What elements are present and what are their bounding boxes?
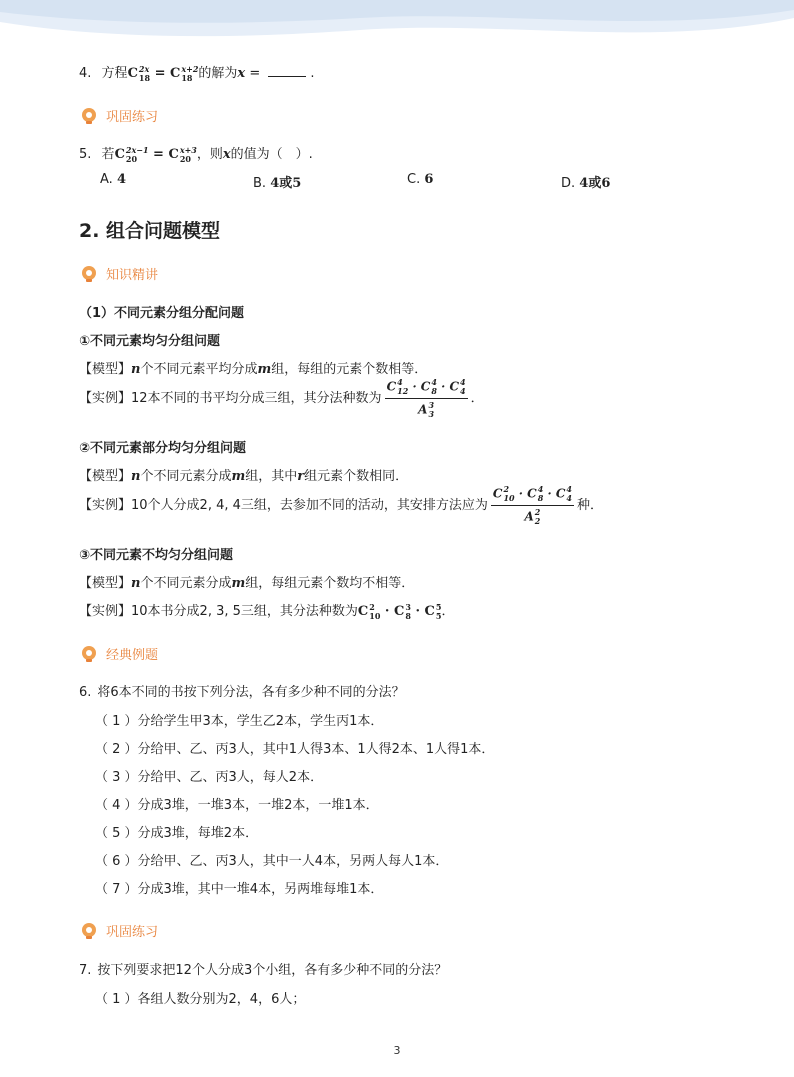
case2-example: 【实例】10个人分成2, 4, 4三组，去参加不同的活动，其安排方法应为 C 2 10 · C 4 8 · C 4 4 A 2 2 种．: [79, 484, 603, 526]
classic-examples-tag: 经典例题: [80, 644, 158, 663]
case3-heading: ③不同元素不均匀分组问题: [79, 548, 234, 563]
lightbulb-icon: [80, 107, 98, 125]
question-5: 5. 若C 2x−1 20 = C x+3 20 ，则x的值为（ ）.: [79, 144, 313, 164]
knowledge-tag: 知识精讲: [80, 264, 158, 283]
q6-item: （ 1 ）分给学生甲3本，学生乙2本，学生丙1本．: [95, 714, 384, 729]
q6-item: （ 5 ）分成3堆，每堆2本．: [95, 826, 259, 841]
option-b[interactable]: B. 4或5: [253, 176, 302, 191]
page-number: 3: [393, 1044, 401, 1057]
q6-item: （ 6 ）分给甲、乙、丙3人，其中一人4本，另两人每人1本．: [95, 854, 449, 869]
case1-model: 【模型】n个不同元素平均分成m组，每组的元素个数相等．: [79, 362, 428, 377]
question-7: 7. 按下列要求把12个人分成3个小组，各有多少种不同的分法？: [79, 963, 448, 978]
practice-tag: 巩固练习: [80, 106, 158, 125]
q6-item: （ 7 ）分成3堆，其中一堆4本，另两堆每堆1本．: [95, 882, 384, 897]
practice-tag: 巩固练习: [80, 921, 158, 940]
answer-blank[interactable]: [268, 64, 306, 77]
case2-heading: ②不同元素部分均匀分组问题: [79, 441, 247, 456]
section-title: 2. 组合问题模型: [79, 220, 221, 242]
subsection-heading: （1）不同元素分组分配问题: [79, 306, 245, 321]
option-c[interactable]: C. 6: [407, 172, 434, 187]
case3-model: 【模型】n个不同元素分成m组，每组元素个数均不相等．: [79, 576, 415, 591]
option-a[interactable]: A. 4: [100, 172, 126, 187]
formula-case2: C 2 10 · C 4 8 · C 4 4 A 2 2: [492, 484, 572, 526]
case2-model: 【模型】n个不同元素分成m组，其中r组元素个数相同．: [79, 469, 409, 484]
q6-item: （ 4 ）分成3堆，一堆3本，一堆2本，一堆1本．: [95, 798, 379, 813]
lightbulb-icon: [80, 265, 98, 283]
formula-case1: C 4 12 · C 4 8 · C 4 4 A 3 3: [386, 377, 466, 419]
formula-case3: C 2 10 · C 3 8 · C 5 5: [357, 601, 442, 621]
option-d[interactable]: D. 4或6: [561, 176, 611, 191]
case3-example: 【实例】10本书分成2, 3, 5三组，其分法种数为C 2 10 · C 3 8 · C 5 5 ．: [79, 601, 455, 621]
header-wave-decoration: [0, 0, 794, 60]
formula-q4: C 2x 18 = C x+2 18: [127, 63, 199, 83]
lightbulb-icon: [80, 922, 98, 940]
case1-heading: ①不同元素均匀分组问题: [79, 334, 221, 349]
q7-item: （ 1 ）各组人数分别为2，4，6人；: [95, 992, 306, 1007]
question-4: 4. 方程C 2x 18 = C x+2 18 的解为x = .: [79, 63, 315, 83]
case1-example: 【实例】12本不同的书平均分成三组，其分法种数为 C 4 12 · C 4 8 · C 4 4 A 3 3 ．: [79, 377, 484, 419]
q6-item: （ 2 ）分给甲、乙、丙3人，其中1人得3本、1人得2本、1人得1本．: [95, 742, 495, 757]
formula-q5: C 2x−1 20 = C x+3 20: [114, 144, 197, 164]
lightbulb-icon: [80, 645, 98, 663]
q6-item: （ 3 ）分给甲、乙、丙3人，每人2本．: [95, 770, 324, 785]
question-6: 6. 将6本不同的书按下列分法，各有多少种不同的分法？: [79, 685, 405, 700]
